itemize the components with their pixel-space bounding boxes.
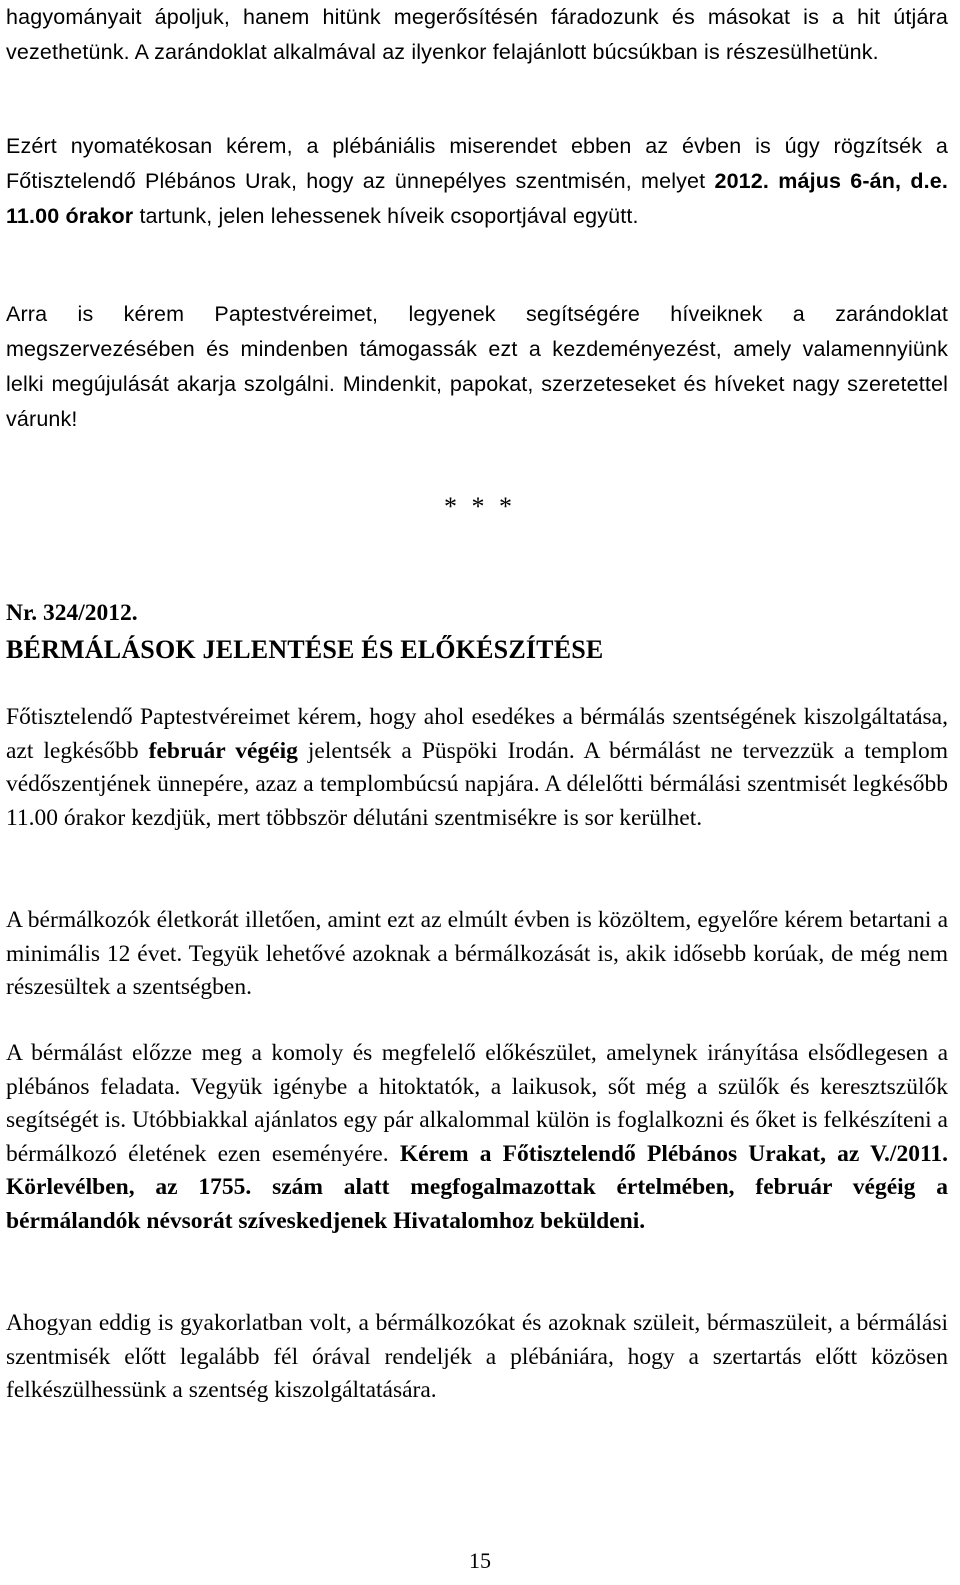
section-paragraph-1 xyxy=(6,701,948,835)
intro-paragraph-2-text: Ezért nyomatékosan kérem, a plébániális miserendet ebben az évben is úgy rögzítsék a Főtisztelendő Plébános Urak, hogy az ünnepélyes szentmisén, melyet xyxy=(6,134,948,193)
section-separator: * * * xyxy=(444,492,516,521)
page-number: 15 xyxy=(469,1548,491,1573)
intro-paragraph-1: hagyományait ápoljuk, hanem hitünk megerősítésén fáradozunk és másokat is a hit útjára vezethetünk. A zarándoklat alkalmával az ilyenkor felajánlott búcsúkban is részesülhetünk. xyxy=(6,5,948,64)
mass-date-bold: 2012. május 6-án, d.e. 11.00 órakor xyxy=(6,169,948,228)
intro-paragraph-3: Arra is kérem Paptestvéreimet, legyenek segítségére híveiknek a zarándoklat megszervezésében és mindenben támogassák ezt a kezdeményezést, amely valamennyiünk lelki megújulását akarja szolgálni. Mindenkit, papokat, szerzeteseket és híveket nagy szeretettel várunk! xyxy=(6,302,948,431)
section-paragraph-3 xyxy=(6,1037,948,1238)
section-paragraph-1-text: Főtisztelendő Paptestvéreimet kérem, hogy ahol esedékes a bérmálás szentségének kiszolgáltatása, azt legkésőbb xyxy=(6,704,948,764)
request-bold: Kérem a Főtisztelendő Plébános Urakat, az V./2011. Körlevélben, az 1755. szám alatt megfogalmazottak értelmében, február végéig a bérmálandók névsorát szíveskedjenek Hivatalomhoz beküldeni. xyxy=(6,1140,949,1234)
section-title: BÉRMÁLÁSOK JELENTÉSE ÉS ELŐKÉSZÍTÉSE xyxy=(6,635,604,664)
section-paragraph-1-tail: jelentsék a Püspöki Irodán. A bérmálást ne tervezzük a templom védőszentjének ünnepére, azaz a templombúcsú napjára. A délelőtti bérmálási szentmisét legkésőbb 11.00 órakor kezdjük, mert többször délutáni szentmisékre is sor kerülhet. xyxy=(6,737,948,831)
section-paragraph-2: A bérmálkozók életkorát illetően, amint ezt az elmúlt évben is közöltem, egyelőre kérem betartani a minimális 12 évet. Tegyük lehetővé azoknak a bérmálkozását is, akik idősebb korúak, de még nem részesültek a szentségben. xyxy=(6,907,948,1000)
deadline-bold: február végéig xyxy=(148,737,298,764)
circular-number: Nr. 324/2012. xyxy=(6,600,138,626)
intro-paragraph-2-tail: tartunk, jelen lehessenek híveik csoportjával együtt. xyxy=(139,204,639,228)
section-paragraph-4: Ahogyan eddig is gyakorlatban volt, a bérmálkozókat és azoknak szüleit, bérmaszüleit, a bérmálási szentmisék előtt legalább fél órával rendeljék a plébániára, hogy a szertartás előtt közösen felkészülhessünk a szentség kiszolgáltatására. xyxy=(6,1310,948,1403)
section-paragraph-3-text: A bérmálást előzze meg a komoly és megfelelő előkészület, amelynek irányítása elsődlegesen a plébános feladata. Vegyük igénybe a hitoktatók, a laikusok, sőt még a szülők és keresztszülők segítségét is. Utóbbiakkal ajánlatos egy pár alkalommal külön is foglalkozni és őket is felkészíteni a bérmálkozó életének ezen eseményére. xyxy=(6,1040,948,1167)
intro-paragraph-2 xyxy=(6,129,948,234)
